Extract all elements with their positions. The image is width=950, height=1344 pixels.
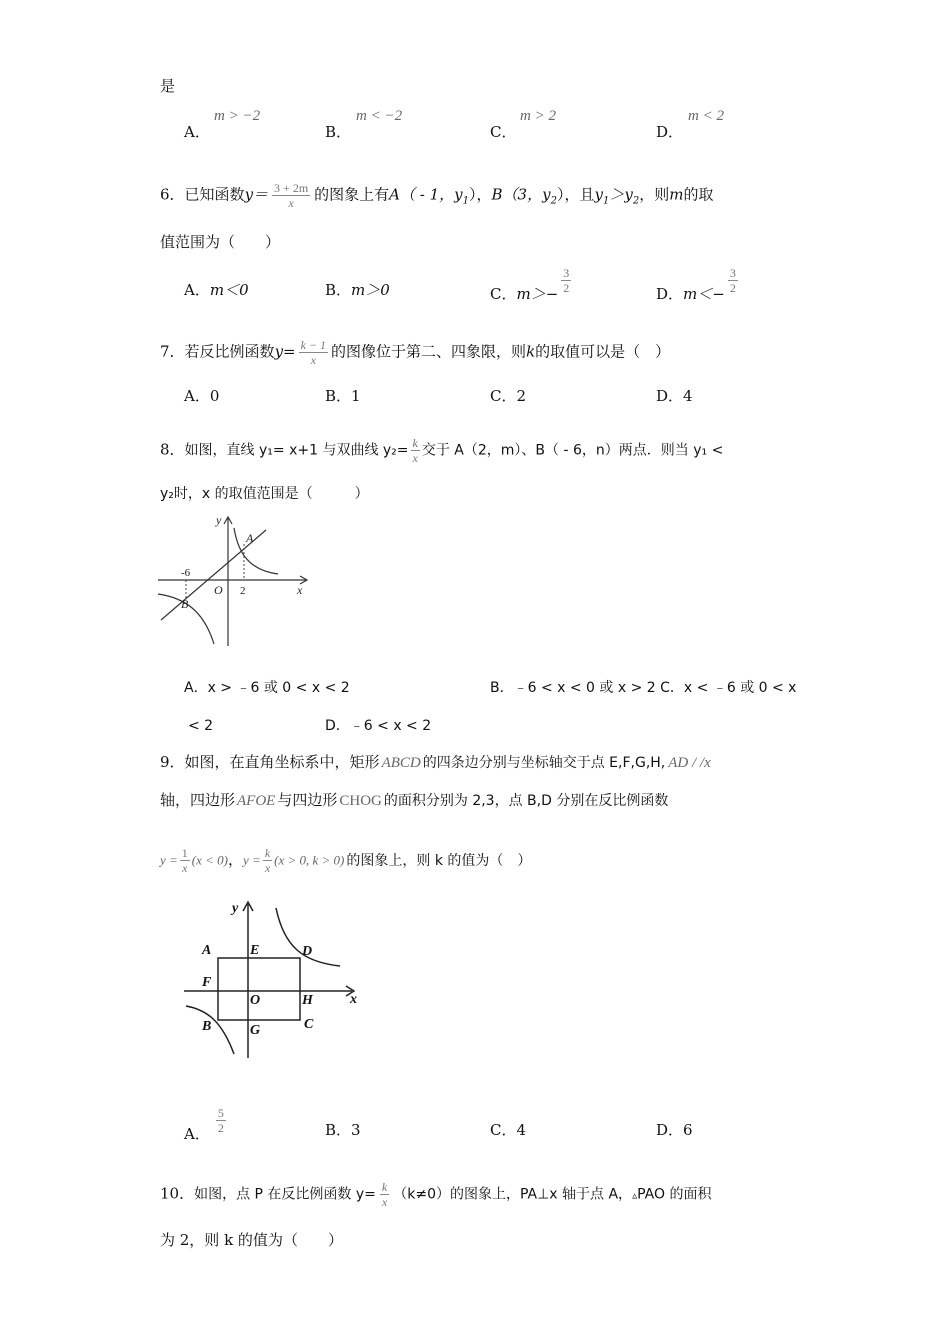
graph-point-d-label: D (302, 944, 313, 959)
q8-fraction: $\frac{k}{x}$ (412, 436, 418, 465)
graph-point-h-label: H (302, 993, 313, 1008)
graph-point-a-label: A (202, 943, 212, 958)
q5-option-d[interactable] (656, 122, 683, 142)
option-label: B． (325, 123, 352, 141)
q7-stem: 7．若反比例函数y= $\frac{k - 1}{x}$ 的图像位于第二、四象限，则k的取值可以是（ ） (160, 338, 671, 367)
graph-x-label: x (297, 583, 303, 597)
graph-point-c-label: C (304, 1017, 314, 1032)
q6-option-d[interactable]: D．m＜− $\frac{3}{2}$ (656, 266, 736, 303)
q9-option-c[interactable]: C．4 (490, 1121, 527, 1139)
question-number: 9． (160, 753, 185, 771)
graph-point-g-label: G (250, 1023, 261, 1038)
q7-option-b[interactable]: B．1 (325, 387, 361, 405)
q10-stem-line1: 10．如图，点 P 在反比例函数 y= $\frac{k}{x}$ （k≠0）的图象上，PA⊥x 轴于点 A，▵PAO 的面积 (160, 1180, 712, 1209)
q5-option-a-text: m > −2 (214, 108, 261, 124)
q7-option-c[interactable]: C．2 (490, 387, 527, 405)
graph-point-f-label: F (202, 975, 212, 990)
q5-option-b-text: m < −2 (356, 108, 403, 124)
q9-stem-line2: 轴，四边形 AFOE 与四边形 CHOG 的面积分别为 2,3，点 B,D 分别在反比例函数 (160, 791, 669, 809)
hyperbola-branch-1 (234, 528, 278, 574)
q6-option-d-fraction: $\frac{3}{2}$ (729, 266, 736, 295)
q6-stem-line1: 6．已知函数y＝ $\frac{3 + 2m}{x}$ 的图象上有A（ - 1，$y_1$），B（3，$y_2$），且$y_1>y_2$，则m的取 (160, 181, 714, 210)
q8-option-c-cont[interactable]: < 2 (188, 718, 214, 734)
graph-point-e-label: E (250, 943, 260, 958)
graph-tick-neg6: -6 (181, 567, 191, 579)
q9-graph (180, 896, 370, 1062)
graph-origin-label: O (214, 583, 223, 597)
q8-stem-line2: y₂时，x 的取值范围是（ ） (160, 486, 369, 502)
q5-option-d-text: m < 2 (688, 108, 724, 124)
option-label: A． (184, 123, 210, 141)
q8-graph (156, 512, 316, 650)
graph-tick-2: 2 (240, 585, 246, 597)
q6-option-a[interactable]: A．m＜0 (184, 281, 249, 299)
q8-stem-line1: 8．如图，直线 y₁= x+1 与双曲线 y₂= $\frac{k}{x}$ 交于 A（2，m）、B（ - 6，n）两点．则当 y₁ < (160, 436, 724, 465)
option-label: D． (656, 123, 684, 141)
question-number: 8． (160, 440, 185, 459)
q10-stem-line2: 为 2，则 k 的值为（ ） (160, 1231, 343, 1249)
q5-option-c[interactable] (490, 122, 516, 142)
graph-point-a-label: A (246, 531, 254, 545)
q7-option-a[interactable]: A．0 (184, 387, 220, 405)
q9-option-a-fraction: $\frac{5}{2}$ (217, 1106, 224, 1135)
q6-option-c[interactable]: C．m＞− $\frac{3}{2}$ (490, 266, 570, 303)
graph-point-b-label: B (181, 597, 189, 611)
q6-stem-line2: 值范围为（ ） (160, 233, 281, 251)
q5-option-c-text: m > 2 (520, 108, 556, 124)
option-label: C． (490, 123, 517, 141)
q8-option-b-c[interactable]: B．﹣6 < x < 0 或 x > 2 C．x < ﹣6 或 0 < x (490, 680, 797, 696)
question-number: 10． (160, 1184, 195, 1203)
q9-option-d[interactable]: D．6 (656, 1121, 693, 1139)
q9-option-b[interactable]: B．3 (325, 1121, 361, 1139)
rectangle-abcd (218, 958, 300, 1020)
q7-fraction: $\frac{k - 1}{x}$ (300, 338, 327, 367)
q6-option-b[interactable]: B．m＞0 (325, 281, 390, 299)
q6-fraction: $\frac{3 + 2m}{x}$ (274, 181, 309, 210)
triangle-symbol: ▵ (632, 1190, 638, 1202)
q5-stem-tail: 是 (160, 77, 176, 95)
q7-option-d[interactable]: D．4 (656, 387, 693, 405)
q9-option-a[interactable]: A． $\frac{5}{2}$ (184, 1106, 224, 1143)
question-number: 7． (160, 342, 185, 361)
q5-option-a[interactable] (184, 122, 210, 142)
graph-origin-label: O (250, 993, 261, 1008)
q9-f2-fraction: $\frac{k}{x}$ (264, 846, 271, 875)
q9-stem-line1: 9．如图，在直角坐标系中，矩形 ABCD 的四条边分别与坐标轴交于点 E,F,G,H, AD / /x (160, 753, 711, 771)
graph-y-label: y (216, 513, 222, 527)
q6-option-c-fraction: $\frac{3}{2}$ (563, 266, 570, 295)
graph-x-label: x (350, 992, 357, 1007)
q8-option-d[interactable]: D．﹣6 < x < 2 (325, 718, 432, 734)
question-number: 6． (160, 185, 185, 204)
q8-option-a[interactable]: A．x > ﹣6 或 0 < x < 2 (184, 680, 350, 696)
graph-y-label: y (232, 901, 239, 916)
graph-point-b-label: B (202, 1019, 212, 1034)
q5-option-b[interactable] (325, 122, 351, 142)
q10-fraction: $\frac{k}{x}$ (381, 1180, 388, 1209)
q9-f1-fraction: $\frac{1}{x}$ (181, 846, 188, 875)
q9-stem-line3: y = $\frac{1}{x}$ (x < 0)，y = $\frac{k}{x}$ (x > 0, k > 0) 的图象上，则 k 的值为（ ） (160, 846, 532, 875)
